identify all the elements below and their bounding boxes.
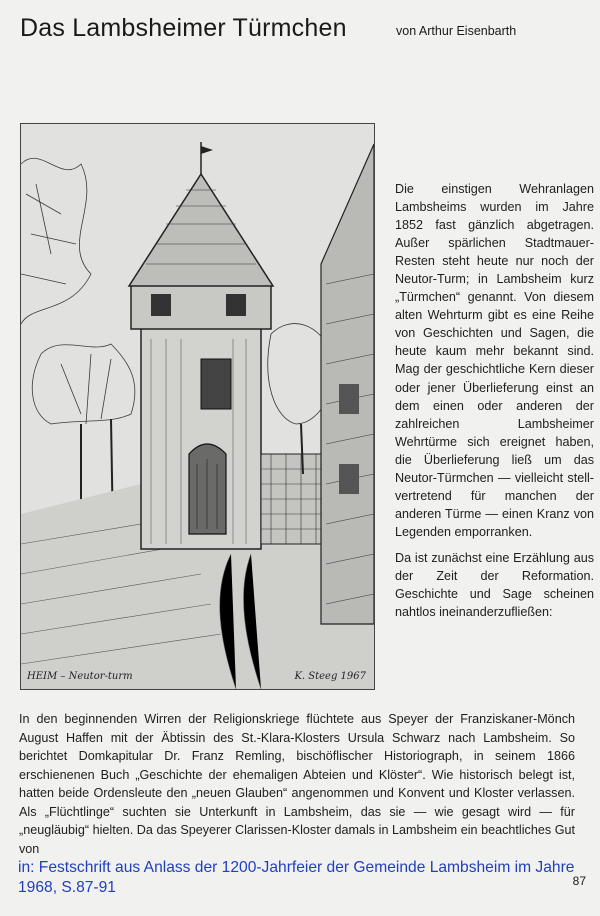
author-byline: von Arthur Eisenbarth xyxy=(396,24,517,38)
tower-drawing xyxy=(21,124,374,689)
paragraph: Die einstigen Wehranlagen Lambsheims wurden im Jahre 1852 fast gänzlich abgetragen. Außer spärlichen Stadtmauer-Resten steht heute nur noch der Neutor-Turm; in Lambsheim kurz „Türmchen“ genannt. Von diesem alten Wehrturm gibt es eine Reihe von Geschichten und Sagen, die heute kaum mehr bekannt sind. Mag der geschichtliche Kern dieser oder jener Überlieferung einst an dem einen oder anderen der zahlreichen Lambsheimer Wehrtürme sich ereignet haben, die Überlieferung ließ um das Neutor-Türmchen — vielleicht stellvertretend für manchen der anderen Türme — einen Kranz von Legenden emporranken. xyxy=(395,182,594,539)
right-column-text xyxy=(395,180,594,629)
artist-signature: K. Steeg 1967 xyxy=(294,671,366,682)
page-title: Das Lambsheimer Türmchen xyxy=(20,14,347,42)
tower-illustration xyxy=(20,123,375,690)
paragraph: Da ist zunächst eine Erzählung aus der Zeit der Reformation. Geschichte und Sage scheinen nahtlos ineinanderzufließen: xyxy=(395,550,594,620)
illustration-caption: HEIM – Neutor-turm xyxy=(27,671,133,682)
body-text: In den beginnenden Wirren der Religionskriege flüchtete aus Speyer der Franziskaner-Mönch August Haffen mit der Äbtissin des St.-Klara-Klosters Ursula Schwarz nach Lambsheim. So berichtet Domkapitular Dr. Franz Remling, bischöflischer Historiograph, in seinem 1866 erschienenen Buch „Geschichte der ehemaligen Abteien und Klöster“. Wie historisch belegt ist, hatten beide Ordensleute den „neuen Glauben“ angenommen und Konvent und Kloster verlassen. Als „Flüchtlinge“ suchten sie Unterkunft in Lambsheim, das sie — wie gesagt wird — für „neugläubig“ hielten. Da das Speyerer Clarissen-Kloster damals in Lambsheim ein beachtliches Gut von xyxy=(19,712,575,856)
source-citation: in: Festschrift aus Anlass der 1200-Jahrfeier der Gemeinde Lambsheim im Jahre 1968, S.87-91 xyxy=(18,859,575,896)
page-number: 87 xyxy=(572,874,586,888)
